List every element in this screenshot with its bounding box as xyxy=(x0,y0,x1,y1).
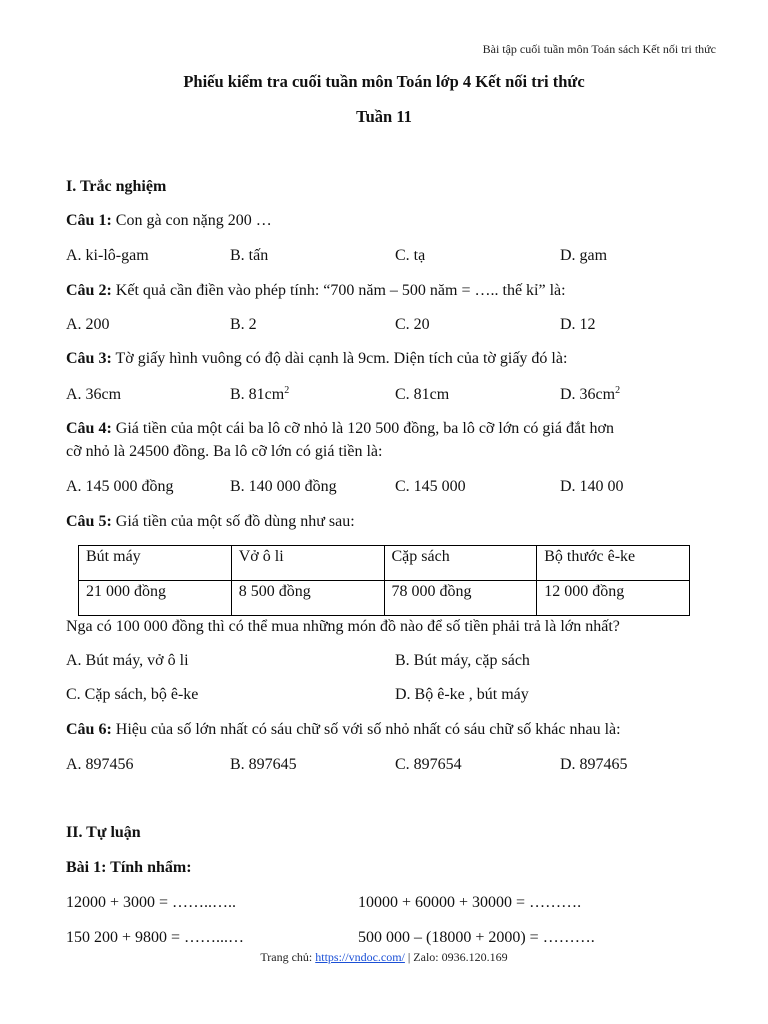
table-cell: Vở ô li xyxy=(231,546,384,581)
table-cell: 8 500 đồng xyxy=(231,581,384,616)
q5-option-c: C. Cặp sách, bộ ê-ke xyxy=(66,686,199,703)
q5-option-b: B. Bút máy, cặp sách xyxy=(395,652,530,669)
question-1 xyxy=(66,211,272,231)
q3-option-c: C. 81cm xyxy=(395,386,450,403)
question-text: Con gà con nặng 200 … xyxy=(111,212,272,229)
section-multiple-choice: I. Trắc nghiệm xyxy=(66,178,167,195)
question-label: Câu 1: xyxy=(66,212,112,229)
question-label: Câu 6: xyxy=(66,721,112,738)
question-text: Tờ giấy hình vuông có độ dài cạnh là 9cm. Diện tích của tờ giấy đó là: xyxy=(111,350,568,367)
q2-option-b: B. 2 xyxy=(230,316,257,333)
q1-option-d: D. gam xyxy=(560,247,608,264)
table-row xyxy=(79,546,690,581)
q1-option-c: C. tạ xyxy=(395,247,426,264)
q4-option-a: A. 145 000 đồng xyxy=(66,478,174,495)
superscript: 2 xyxy=(284,385,290,396)
question-5 xyxy=(66,512,355,532)
q2-option-c: C. 20 xyxy=(395,316,430,333)
q6-option-b: B. 897645 xyxy=(230,756,297,773)
table-cell: 78 000 đồng xyxy=(384,581,537,616)
question-6 xyxy=(66,720,621,740)
question-text: Kết quả cần điền vào phép tính: “700 năm – 500 năm = ….. thế kỉ” là: xyxy=(111,282,566,299)
table-cell: Bút máy xyxy=(79,546,232,581)
section-essay: II. Tự luận xyxy=(66,824,141,841)
q6-option-a: A. 897456 xyxy=(66,756,134,773)
exercise-1-title: Bài 1: Tính nhẩm: xyxy=(66,859,192,876)
question-text: Hiệu của số lớn nhất có sáu chữ số với số nhỏ nhất có sáu chữ số khác nhau là: xyxy=(111,721,621,738)
table-row xyxy=(79,581,690,616)
question-label: Câu 2: xyxy=(66,282,112,299)
question-label: Câu 3: xyxy=(66,350,112,367)
q4-option-d: D. 140 00 xyxy=(560,478,624,495)
question-label: Câu 5: xyxy=(66,513,112,530)
q2-option-a: A. 200 xyxy=(66,316,110,333)
table-cell: 12 000 đồng xyxy=(537,581,690,616)
calc-item: 150 200 + 9800 = ……...… xyxy=(66,929,245,946)
question-5-prompt: Nga có 100 000 đồng thì có thể mua những món đồ nào để số tiền phải trả là lớn nhất? xyxy=(66,618,620,635)
calc-item: 10000 + 60000 + 30000 = ………. xyxy=(358,894,582,911)
question-label: Câu 4: xyxy=(66,420,112,437)
superscript: 2 xyxy=(615,385,621,396)
q5-option-d: D. Bộ ê-ke , bút máy xyxy=(395,686,529,703)
page-subtitle: Tuần 11 xyxy=(356,107,412,126)
q4-option-b: B. 140 000 đồng xyxy=(230,478,337,495)
question-4-line2: cỡ nhỏ là 24500 đồng. Ba lô cỡ lớn có giá tiền là: xyxy=(66,443,383,460)
question-text: Giá tiền của một cái ba lô cỡ nhỏ là 120 500 đồng, ba lô cỡ lớn có giá đắt hơn xyxy=(111,420,614,437)
q3-option-b xyxy=(230,385,289,405)
footer-prefix: Trang chủ: xyxy=(260,950,316,964)
question-text: Giá tiền của một số đồ dùng như sau: xyxy=(111,513,355,530)
table-cell: 21 000 đồng xyxy=(79,581,232,616)
page-footer xyxy=(0,950,768,965)
q2-option-d: D. 12 xyxy=(560,316,596,333)
option-text: B. 81cm xyxy=(230,386,285,403)
homepage-link[interactable]: https://vndoc.com/ xyxy=(315,950,405,964)
table-cell: Bộ thước ê-ke xyxy=(537,546,690,581)
q1-option-b: B. tấn xyxy=(230,247,269,264)
q6-option-d: D. 897465 xyxy=(560,756,628,773)
q4-option-c: C. 145 000 xyxy=(395,478,466,495)
price-table xyxy=(78,545,690,616)
q3-option-a: A. 36cm xyxy=(66,386,122,403)
calc-item: 12000 + 3000 = ……..….. xyxy=(66,894,237,911)
calc-item: 500 000 – (18000 + 2000) = ………. xyxy=(358,929,595,946)
q5-option-a: A. Bút máy, vở ô li xyxy=(66,652,189,669)
table-cell: Cặp sách xyxy=(384,546,537,581)
q1-option-a: A. ki-lô-gam xyxy=(66,247,149,264)
header-note: Bài tập cuối tuần môn Toán sách Kết nối tri thức xyxy=(482,42,716,56)
footer-suffix: | Zalo: 0936.120.169 xyxy=(404,950,508,964)
q3-option-d xyxy=(560,385,620,405)
question-2 xyxy=(66,281,566,301)
q6-option-c: C. 897654 xyxy=(395,756,462,773)
question-4 xyxy=(66,419,614,439)
question-3 xyxy=(66,349,567,369)
option-text: D. 36cm xyxy=(560,386,616,403)
page-title: Phiếu kiểm tra cuối tuần môn Toán lớp 4 Kết nối tri thức xyxy=(183,72,585,91)
